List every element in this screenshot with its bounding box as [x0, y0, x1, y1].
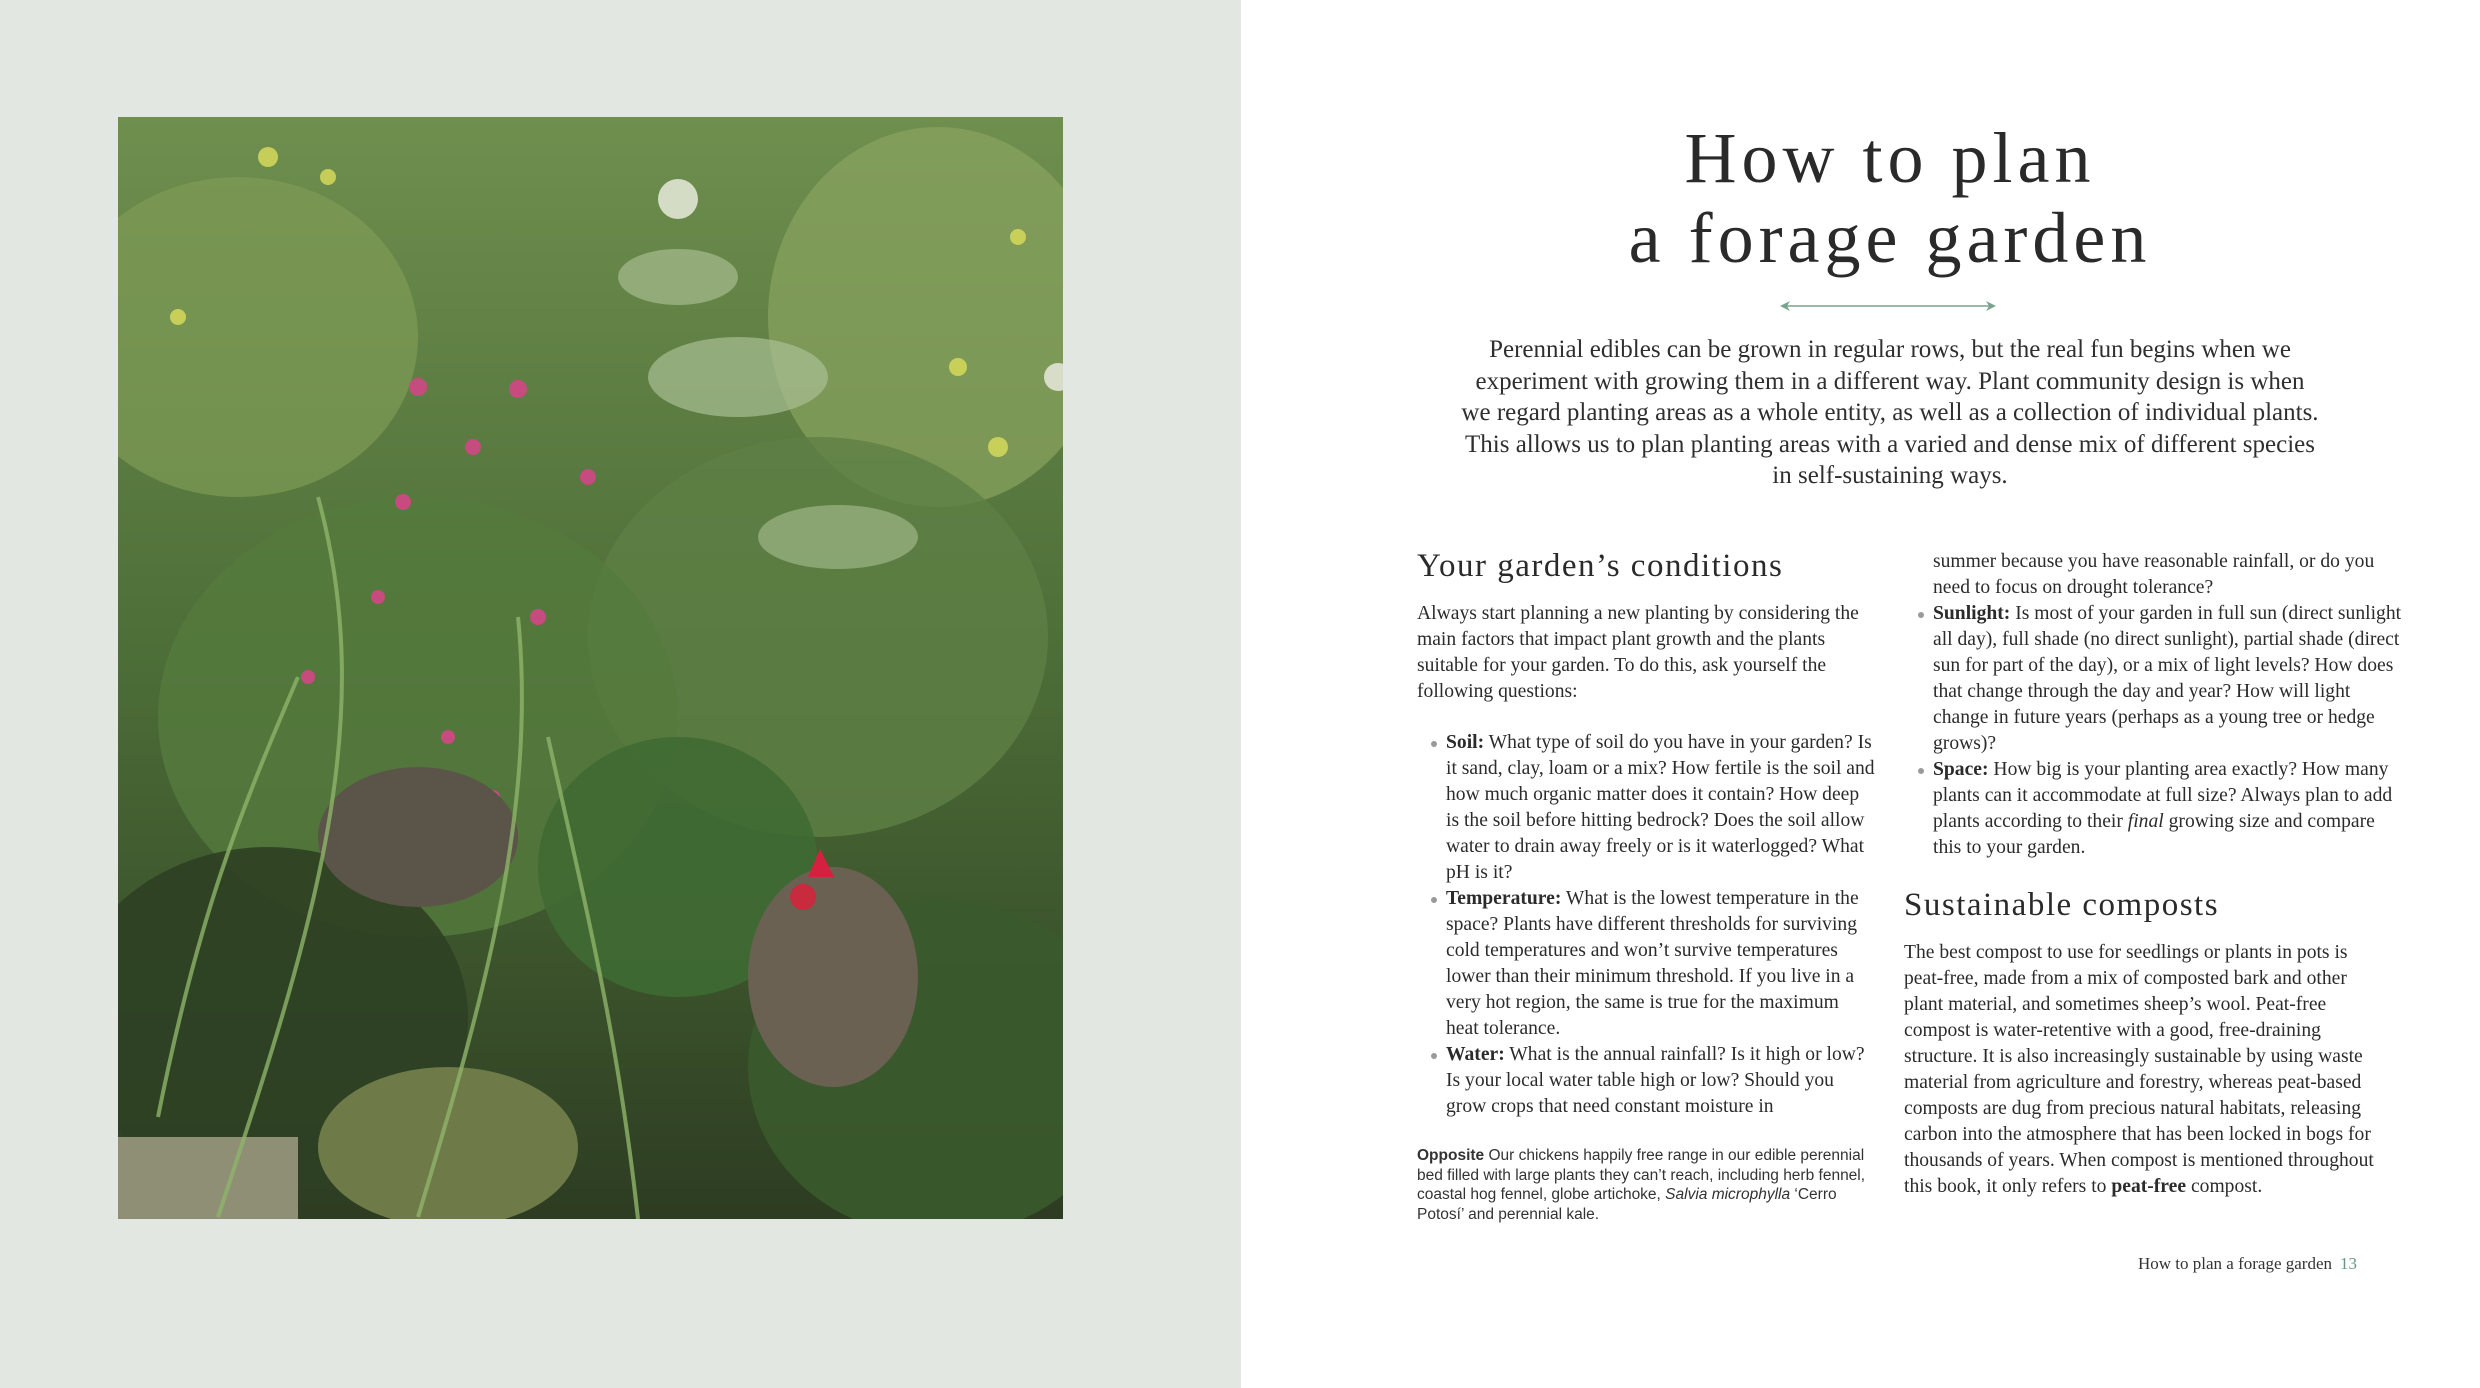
photo-caption [1417, 1146, 1877, 1224]
divider-ornament-icon [1780, 298, 1996, 314]
page-number: 13 [2340, 1254, 2357, 1273]
soil-text: What type of soil do you have in your garden? Is it sand, clay, loam or a mix? How fertile is the soil and how much organic matter does it contain? How deep is the soil before hitting bedrock? Does the soil allow water to drain away freely or is it waterlogged? What pH is it? [1446, 732, 1875, 883]
composts-heading: Sustainable composts [1904, 887, 2220, 923]
composts-text-after: compost. [2186, 1176, 2263, 1197]
temperature-term: Temperature: [1446, 888, 1562, 909]
soil-term: Soil: [1446, 732, 1485, 753]
garden-chickens-image [118, 117, 1063, 1219]
intro-paragraph: Perennial edibles can be grown in regular rows, but the real fun begins when we experiment with growing them in a different way. Plant community design is when we regard planting areas as a whole entity, as well as a collection of individual plants. This allows us to plan planting areas with a varied and dense mix of different species in self-sustaining ways. [1461, 336, 2319, 489]
list-item-sunlight [1933, 601, 2403, 757]
composts-paragraph [1904, 940, 2384, 1200]
space-term: Space: [1933, 759, 1989, 780]
title-line-2: a forage garden [1628, 198, 2152, 278]
caption-text-after: ‘Cerro Potosí’ and perennial kale. [1417, 1186, 1837, 1223]
page-footer [2138, 1254, 2357, 1274]
title-line-1: How to plan [1684, 118, 2096, 198]
conditions-list-continued [1933, 601, 2403, 861]
list-item-soil [1446, 730, 1876, 886]
running-head: How to plan a forage garden [2137, 1254, 2332, 1273]
water-term: Water: [1446, 1044, 1505, 1065]
composts-text-before: The best compost to use for seedlings or plants in pots is peat-free, made from a mix of composted bark and other plant material, and sometimes sheep’s wool. Peat-free compost is water-retentive with a good, free-draining structure. It is also increasingly sustainable by using waste material from agriculture and forestry, whereas peat-based composts are dug from precious natural habitats, releasing carbon into the atmosphere that has been locked in bogs for thousands of years. When compost is mentioned throughout this book, it only refers to [1904, 942, 2374, 1197]
conditions-heading: Your garden’s conditions [1417, 548, 1784, 584]
conditions-intro: Always start planning a new planting by considering the main factors that impact plant growth and the plants suitable for your garden. To do this, ask yourself the following questions: [1417, 603, 1859, 702]
water-text: What is the annual rainfall? Is it high or low? Is your local water table high or low? Should you grow crops that need constant moisture in [1446, 1044, 1865, 1117]
water-continued: summer because you have reasonable rainfall, or do you need to focus on drought tolerance? [1933, 551, 2375, 598]
caption-emphasis: Salvia microphylla [1665, 1186, 1791, 1203]
composts-bold: peat-free [2111, 1176, 2187, 1197]
space-text-before: How big is your planting area exactly? How many plants can it accommodate at full size? Always plan to add plants according to their [1933, 759, 2393, 832]
list-item-temperature [1446, 886, 1876, 1042]
page-title [1380, 118, 2400, 278]
list-item-space [1933, 757, 2403, 861]
conditions-list [1446, 730, 1876, 1120]
garden-photo [118, 117, 1063, 1219]
space-emphasis: final [2127, 811, 2164, 832]
space-text-after: growing size and compare this to your garden. [1933, 811, 2375, 858]
sunlight-text: Is most of your garden in full sun (direct sunlight all day), full shade (no direct sunlight), partial shade (direct sun for part of the day), or a mix of light levels? How does that change through the day and year? How will light change in future years (perhaps as a young tree or hedge grows)? [1933, 603, 2402, 754]
list-item-water [1446, 1042, 1876, 1120]
caption-label: Opposite [1417, 1147, 1485, 1164]
sunlight-term: Sunlight: [1933, 603, 2011, 624]
caption-text-before: Our chickens happily free range in our edible perennial bed filled with large plants they can’t reach, including herb fennel, coastal hog fennel, globe artichoke, [1417, 1147, 1866, 1203]
temperature-text: What is the lowest temperature in the space? Plants have different thresholds for surviving cold temperatures and won’t survive temperatures lower than their minimum threshold. If you live in a very hot region, the same is true for the maximum heat tolerance. [1446, 888, 1859, 1039]
